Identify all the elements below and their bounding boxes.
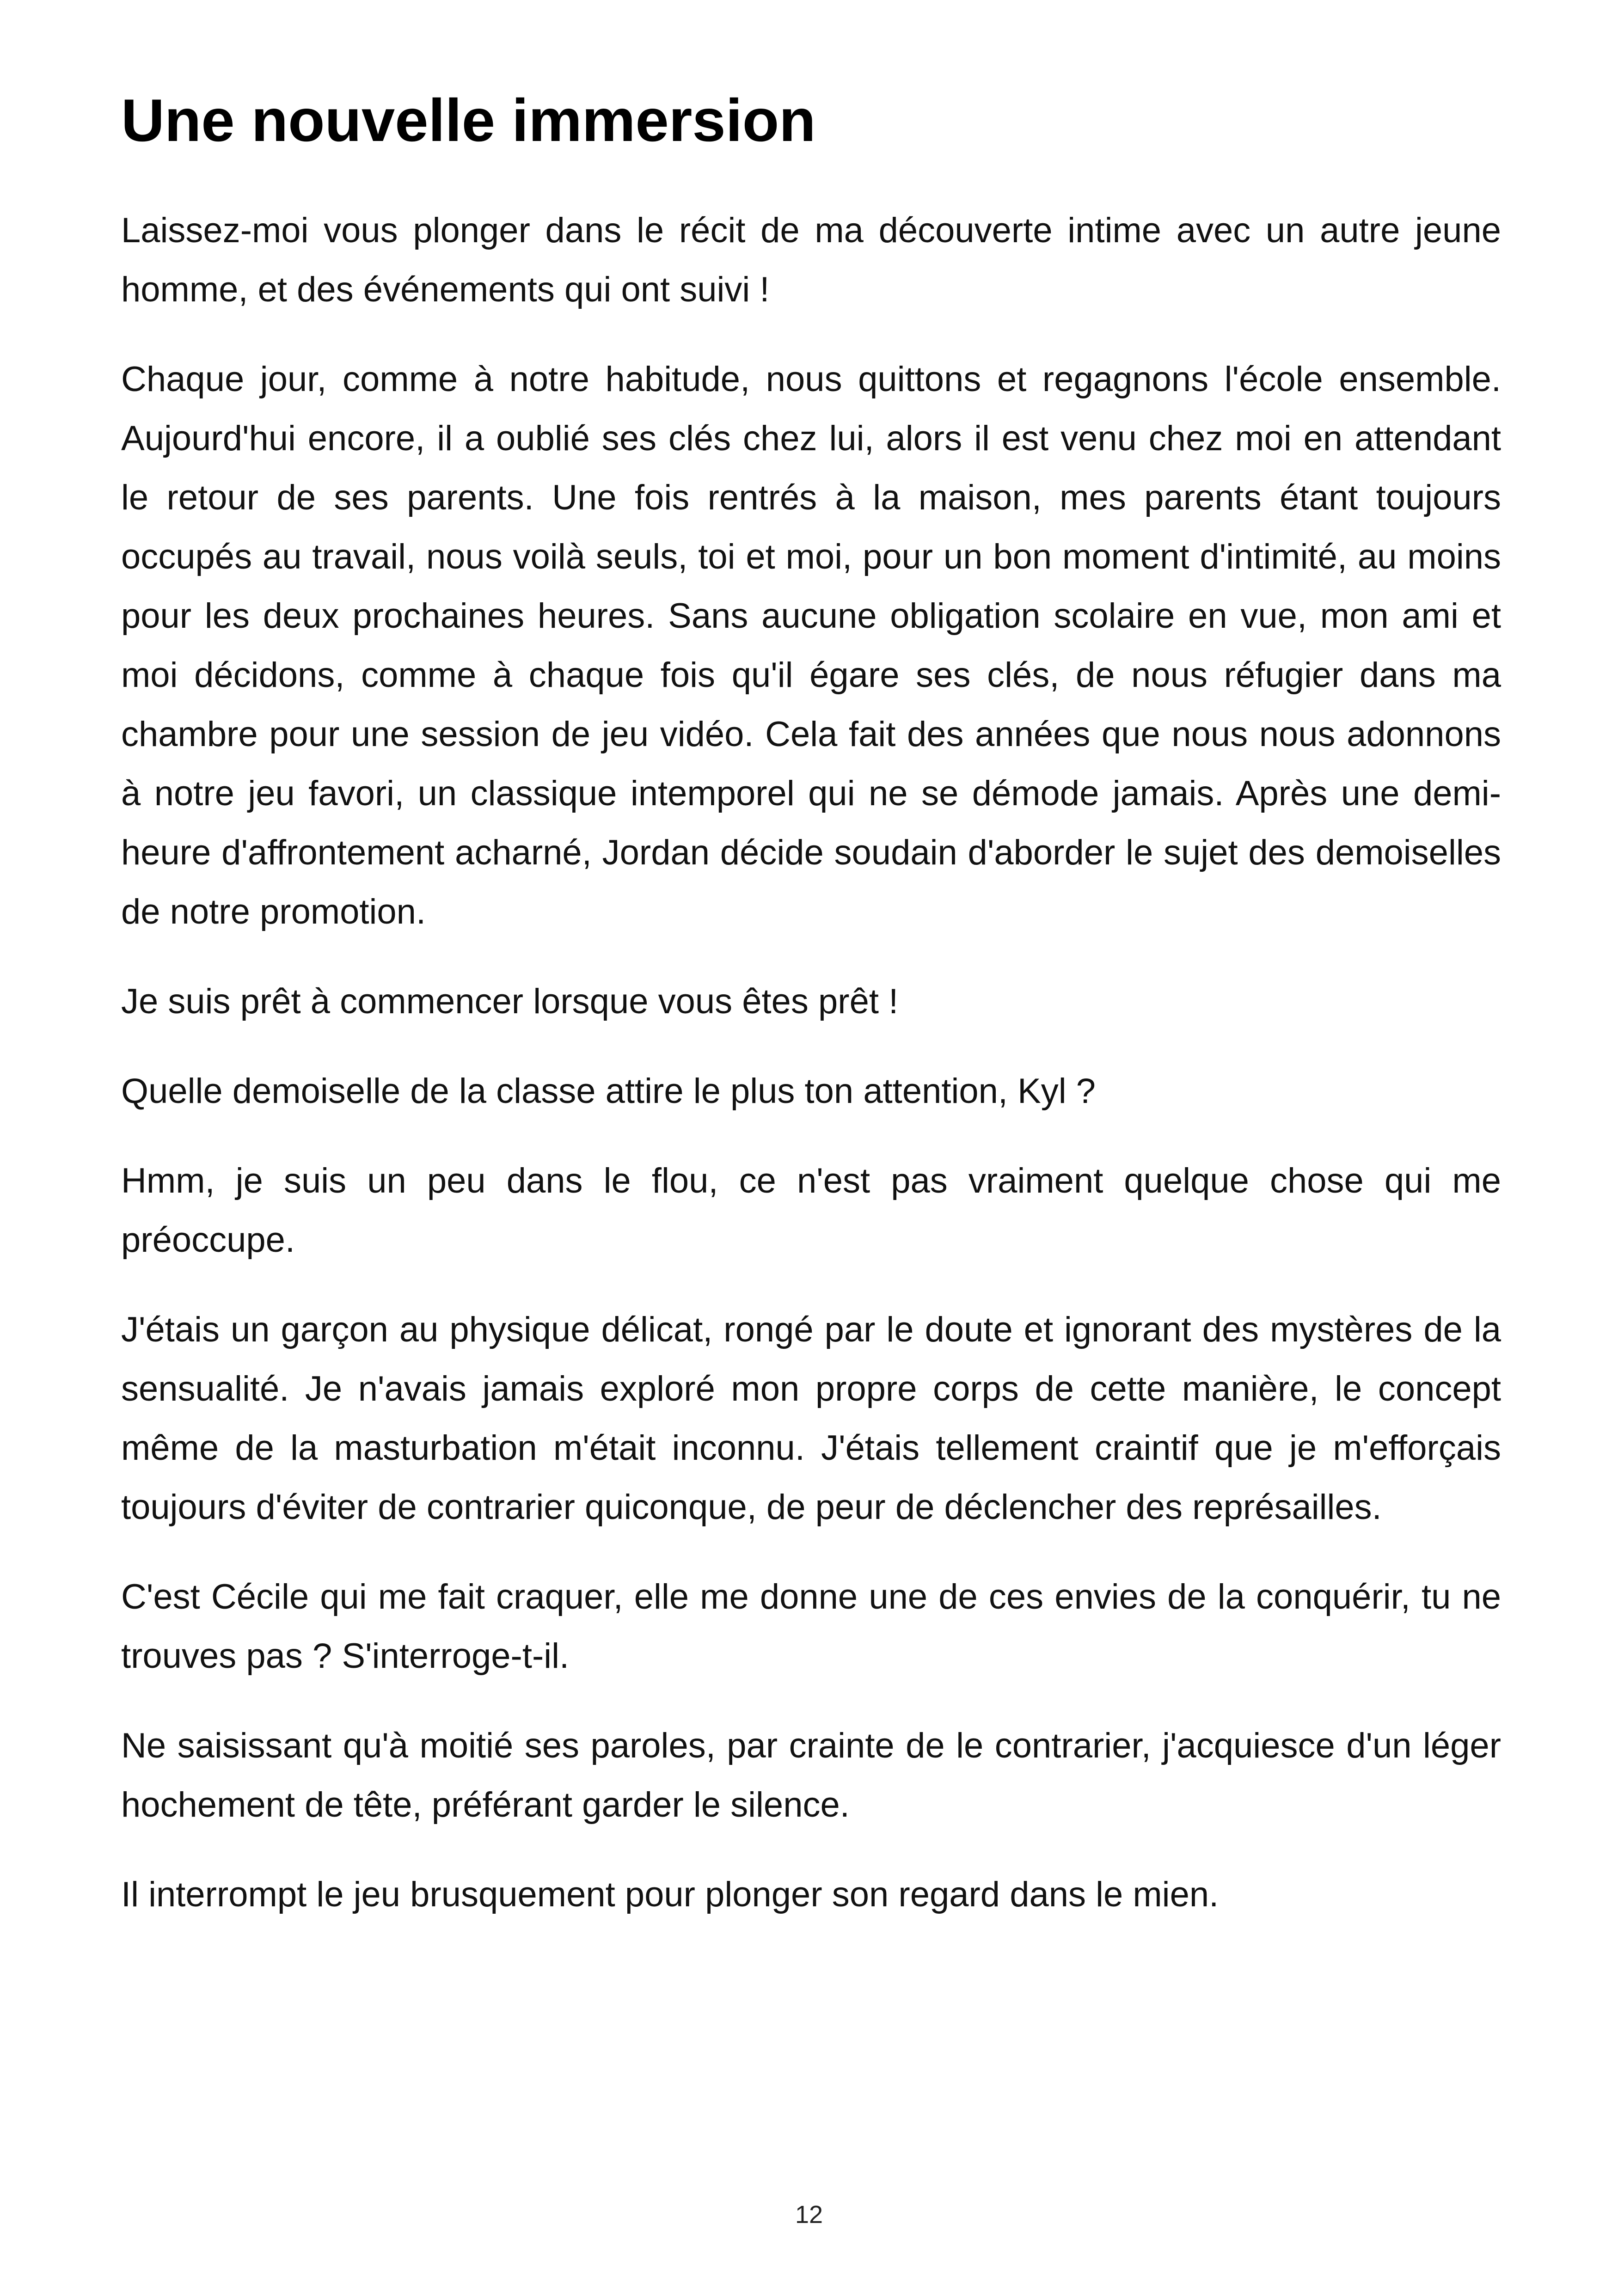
paragraph-question: Quelle demoiselle de la classe attire le plus ton attention, Kyl ? (121, 1071, 1096, 1111)
paragraph-ready: Je suis prêt à commencer lorsque vous êtes prêt ! (121, 982, 899, 1021)
paragraph-nod: Ne saisissant qu'à moitié ses paroles, par crainte de le contrarier, j'acquiesce d'un léger hochement de tête, préférant garder le silence. (121, 1726, 1501, 1825)
paragraph-cecile: C'est Cécile qui me fait craquer, elle me donne une de ces envies de la conquérir, tu ne trouves pas ? S'interroge-t-il. (121, 1577, 1501, 1676)
paragraph-self-description: J'étais un garçon au physique délicat, rongé par le doute et ignorant des mystères de la sensualité. Je n'avais jamais exploré mon propre corps de cette manière, le concept même de la masturbation m'était inconnu. J'étais tellement craintif que je m'efforçais toujours d'éviter de contrarier quiconque, de peur de déclencher des représailles. (121, 1310, 1501, 1527)
chapter-title: Une nouvelle immersion (121, 86, 816, 154)
paragraph-interruption: Il interrompt le jeu brusquement pour plonger son regard dans le mien. (121, 1875, 1219, 1914)
paragraph-intro: Laissez-moi vous plonger dans le récit de ma découverte intime avec un autre jeune homme, et des événements qui ont suivi ! (121, 211, 1501, 309)
paragraph-answer: Hmm, je suis un peu dans le flou, ce n'est pas vraiment quelque chose qui me préoccupe. (121, 1161, 1501, 1260)
page-number: 12 (795, 2201, 823, 2229)
document-page (121, 81, 1501, 1955)
paragraph-daily-routine: Chaque jour, comme à notre habitude, nous quittons et regagnons l'école ensemble. Aujourd'hui encore, il a oublié ses clés chez lui, alors il est venu chez moi en attendant le retour de ses parents. Une fois rentrés à la maison, mes parents étant toujours occupés au travail, nous voilà seuls, toi et moi, pour un bon moment d'intimité, au moins pour les deux prochaines heures. Sans aucune obligation scolaire en vue, mon ami et moi décidons, comme à chaque fois qu'il égare ses clés, de nous réfugier dans ma chambre pour une session de jeu vidéo. Cela fait des années que nous nous adonnons à notre jeu favori, un classique intemporel qui ne se démode jamais. Après une demi-heure d'affrontement acharné, Jordan décide soudain d'aborder le sujet des demoiselles de notre promotion. (121, 360, 1501, 931)
